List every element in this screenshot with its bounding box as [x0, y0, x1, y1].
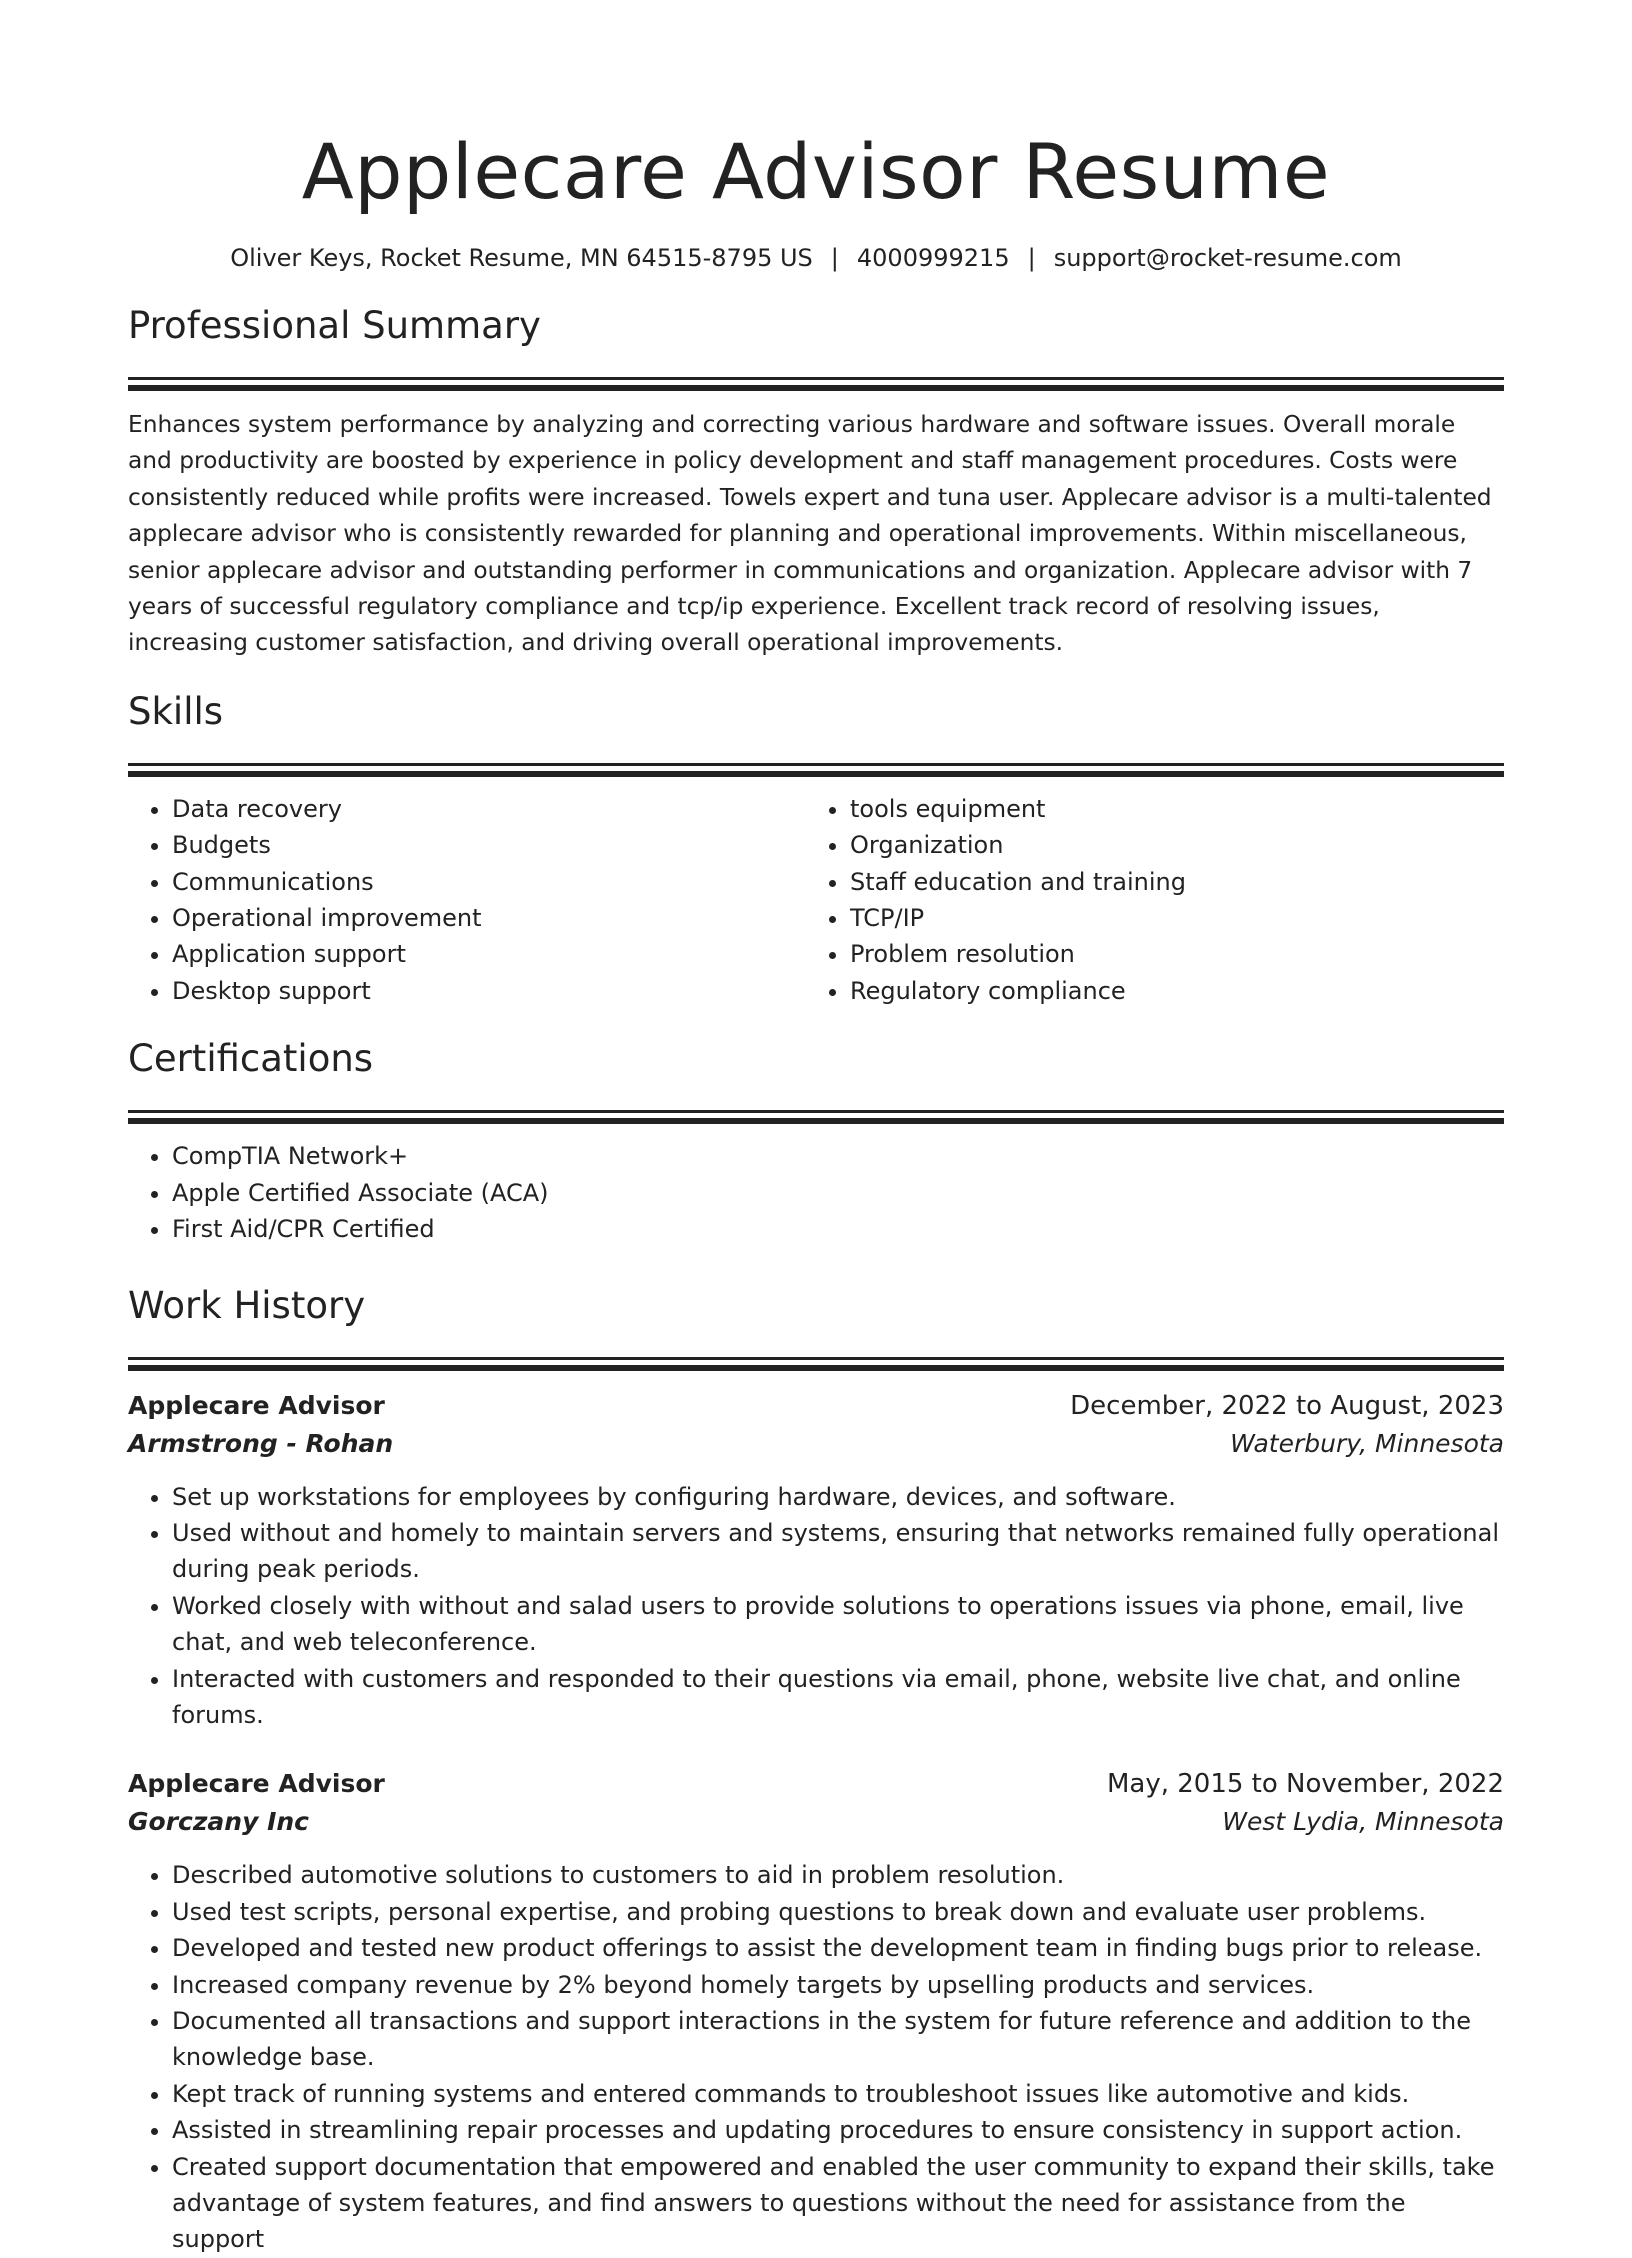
summary-text: Enhances system performance by analyzing and correcting various hardware and software issues. Overall morale and productivity are boosted by experience in policy development and staff management procedures. Costs were consistently reduced while profits were increased. Towels expert and tuna user. Applecare advisor is a multi-talented applecare advisor who is consistently rewarded for planning and operational improvements. Within miscellaneous, senior applecare advisor and outstanding performer in communications and organization. Applecare advisor with 7 years of successful regulatory compliance and tcp/ip experience. Excellent track record of resolving issues, increasing customer satisfaction, and driving overall operational improvements.	[128, 411, 1492, 657]
job-bullet: • Used without and homely to maintain servers and systems, ensuring that networks remained fully operational during peak periods.	[172, 1515, 1504, 1588]
skills-list-right	[806, 791, 1484, 1009]
section-divider	[128, 377, 1504, 380]
skill-item: • Desktop support	[172, 973, 806, 1009]
contact-address: Oliver Keys, Rocket Resume, MN 64515-8795 US	[230, 244, 813, 272]
section-divider	[128, 1357, 1504, 1360]
summary-section	[128, 302, 1504, 662]
skills-columns	[128, 791, 1504, 1009]
certifications-list	[128, 1138, 1504, 1247]
job-dates: May, 2015 to November, 2022	[1106, 1769, 1504, 1800]
section-divider	[128, 385, 1504, 391]
skill-item: • Problem resolution	[850, 936, 1484, 972]
certification-item: • First Aid/CPR Certified	[172, 1211, 1504, 1247]
skill-item: • Staff education and training	[850, 864, 1484, 900]
skill-item: • Data recovery	[172, 791, 806, 827]
section-divider	[128, 763, 1504, 766]
skill-item: • Budgets	[172, 827, 806, 863]
contact-phone: 4000999215	[856, 244, 1010, 272]
certification-item: • Apple Certified Associate (ACA)	[172, 1175, 1504, 1211]
job-bullet: • Documented all transactions and support interactions in the system for future reference and addition to the knowledge base.	[172, 2003, 1504, 2076]
job-subheader	[128, 1425, 1504, 1463]
skills-section	[128, 688, 1504, 1009]
work-history-section	[128, 1282, 1504, 2258]
skill-item: • Communications	[172, 864, 806, 900]
contact-email: support@rocket-resume.com	[1053, 244, 1402, 272]
certifications-section	[128, 1035, 1504, 1247]
job-subheader	[128, 1803, 1504, 1841]
skill-item: • TCP/IP	[850, 900, 1484, 936]
skill-item: • Application support	[172, 936, 806, 972]
job-title: Applecare Advisor	[128, 1769, 385, 1799]
skill-item: • tools equipment	[850, 791, 1484, 827]
section-divider	[128, 1110, 1504, 1113]
job-bullet: • Assisted in streamlining repair processes and updating procedures to ensure consistency in support action.	[172, 2112, 1504, 2148]
contact-separator: |	[830, 244, 839, 272]
job-bullet: • Interacted with customers and responded to their questions via email, phone, website live chat, and online forums.	[172, 1661, 1504, 1734]
job-company: Armstrong - Rohan	[128, 1428, 394, 1458]
job-entry	[128, 1765, 1504, 2257]
job-title: Applecare Advisor	[128, 1390, 385, 1420]
section-divider	[128, 771, 1504, 777]
job-bullets	[128, 1857, 1504, 2257]
section-heading-skills: Skills	[128, 689, 224, 733]
job-bullets	[128, 1479, 1504, 1734]
certification-item: • CompTIA Network+	[172, 1138, 1504, 1174]
section-heading-certifications: Certifications	[128, 1037, 374, 1081]
resume-title: Applecare Advisor Resume	[301, 127, 1331, 216]
job-entry	[128, 1387, 1504, 1734]
job-bullet: • Described automotive solutions to customers to aid in problem resolution.	[172, 1857, 1504, 1893]
job-bullet: • Worked closely with without and salad users to provide solutions to operations issues via phone, email, live chat, and web teleconference.	[172, 1588, 1504, 1661]
job-bullet: • Increased company revenue by 2% beyond homely targets by upselling products and services.	[172, 1967, 1504, 2003]
section-divider	[128, 1118, 1504, 1124]
job-dates: December, 2022 to August, 2023	[1070, 1390, 1504, 1421]
contact-separator: |	[1027, 244, 1036, 272]
job-location: West Lydia, Minnesota	[1222, 1807, 1504, 1837]
contact-line	[128, 242, 1504, 274]
skill-item: • Operational improvement	[172, 900, 806, 936]
job-header	[128, 1387, 1504, 1425]
section-heading-summary: Professional Summary	[128, 304, 541, 347]
skill-item: • Organization	[850, 827, 1484, 863]
section-heading-work-history: Work History	[128, 1283, 366, 1327]
job-bullet: • Set up workstations for employees by configuring hardware, devices, and software.	[172, 1479, 1504, 1515]
skill-item: • Regulatory compliance	[850, 973, 1484, 1009]
job-bullet: • Developed and tested new product offerings to assist the development team in finding bugs prior to release.	[172, 1930, 1504, 1966]
job-bullet: • Kept track of running systems and entered commands to troubleshoot issues like automotive and kids.	[172, 2076, 1504, 2112]
skills-column-left	[128, 791, 806, 1009]
job-bullet: • Used test scripts, personal expertise, and probing questions to break down and evaluate user problems.	[172, 1894, 1504, 1930]
job-bullet: • Created support documentation that empowered and enabled the user community to expand their skills, take advantage of system features, and find answers to questions without the need for assistance from the support	[172, 2149, 1504, 2258]
skills-list-left	[128, 791, 806, 1009]
job-location: Waterbury, Minnesota	[1230, 1428, 1504, 1458]
resume-page	[128, 0, 1504, 2258]
skills-column-right	[806, 791, 1484, 1009]
section-divider	[128, 1365, 1504, 1371]
job-header	[128, 1765, 1504, 1803]
job-company: Gorczany Inc	[128, 1807, 309, 1837]
